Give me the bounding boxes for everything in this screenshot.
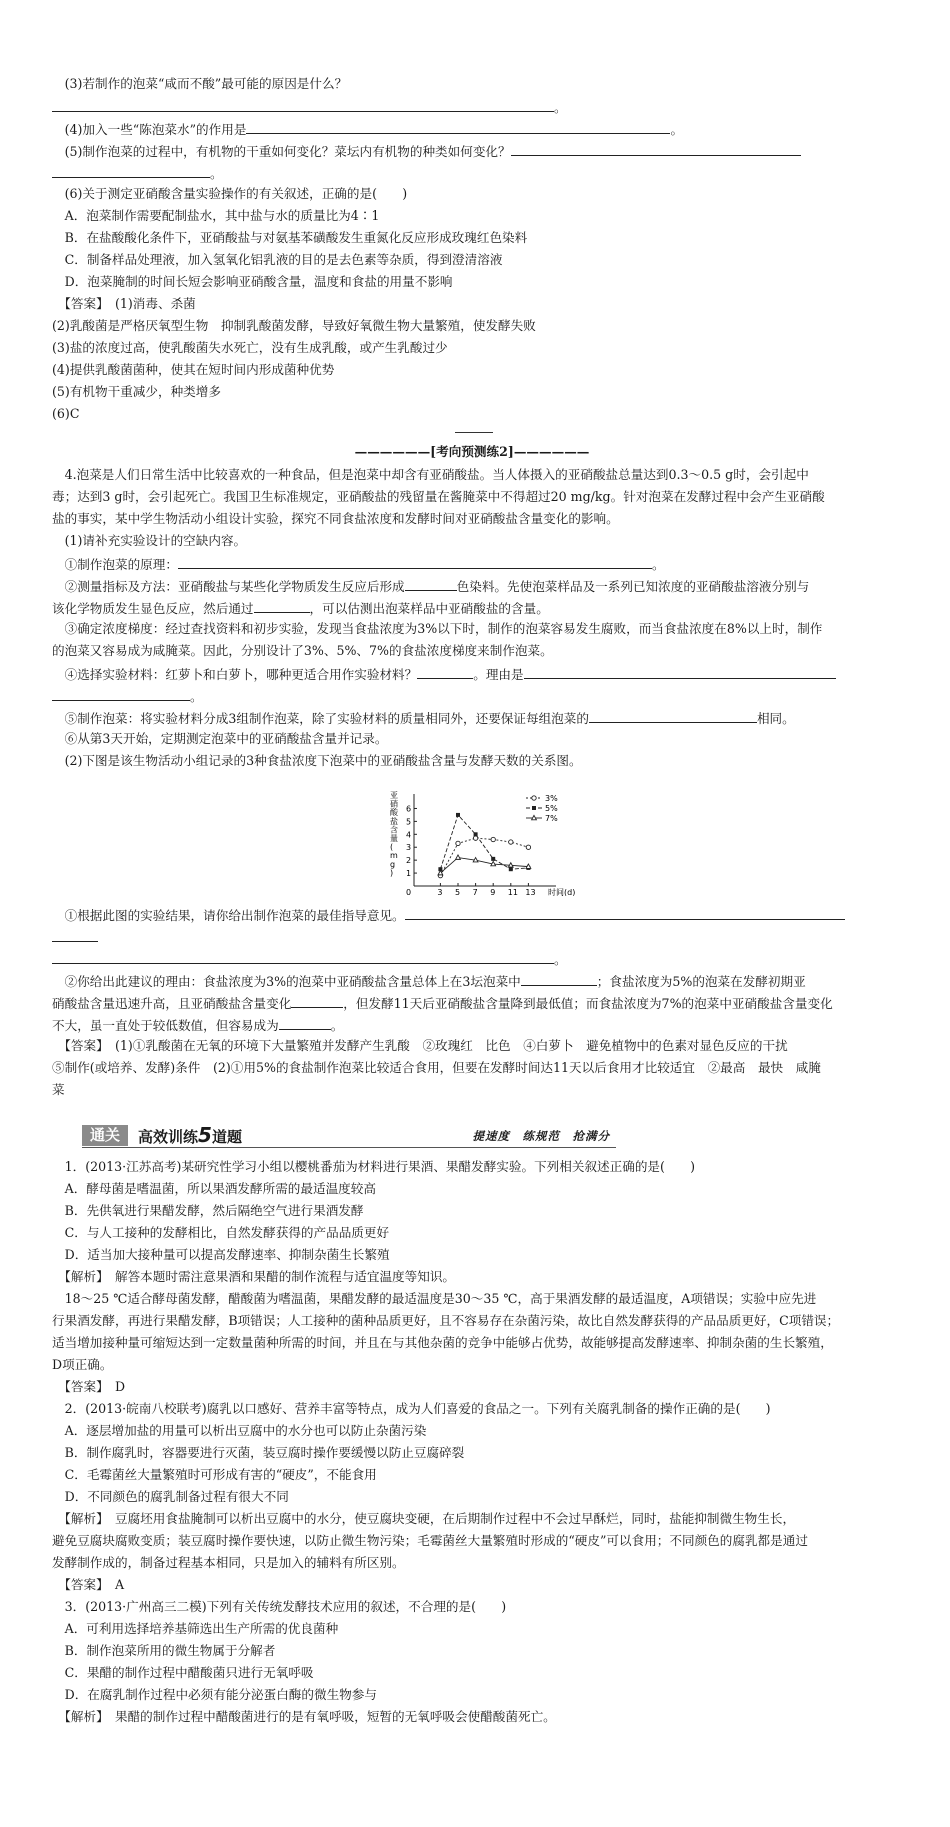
q4b-s4-blank-1[interactable] [417,664,473,679]
t3-option-a [52,1620,892,1638]
t1-analysis [52,1268,892,1286]
t2-analysis-text: 豆腐坯用食盐腌制可以析出豆腐中的水分，使豆腐块变硬，在后期制作过程中不会过早酥烂，同时，盐能抑制微生物生长， [114,1511,796,1526]
q4b-s1-end: 。 [651,557,665,572]
q6-option-d-text: D．泡菜腌制的时间长短会影响亚硝酸含量，温度和食盐的用量不影响 [64,274,453,289]
q4-line [52,119,892,139]
banner-title [138,1125,242,1148]
y-tick-label: 3 [406,843,412,853]
t1-option-text: D．适当加大接种量可以提高发酵速率、抑制杂菌生长繁殖 [64,1247,390,1262]
x-tick-label: 13 [525,888,536,896]
t1-analysis-text: 行果酒发酵，再进行果醋发酵，B项错误；人工接种的菌种品质更好，且不容易存在杂菌污染，故比自然发酵获得的产品品质更好，C项错误； [52,1313,840,1328]
t3-option-text: C．果醋的制作过程中醋酸菌只进行无氧呼吸 [64,1665,314,1680]
t1-analysis-text: 18～25 ℃适合酵母菌发酵，醋酸菌为嗜温菌，果醋发酵的最适温度是30～35 ℃，高于果酒发酵的最适温度，A项错误；实验中应先进 [64,1291,817,1306]
q4b-r2-text: ；食盐浓度为5%的泡菜在发酵初期亚 [596,974,806,989]
t3-option-text: B．制作泡菜所用的微生物属于分解者 [64,1643,276,1658]
q6-stem-text: (6)关于测定亚硝酸含量实验操作的有关叙述，正确的是( ) [64,186,408,201]
t1-answer-label: 【答案】 [64,1379,103,1394]
t2-analysis [52,1510,892,1528]
q4b-p1-text: (1)请补充实验设计的空缺内容。 [64,533,247,548]
q4b-r2-blank-3[interactable] [279,1015,331,1030]
q4b-r1-cont [52,927,892,947]
q4b-r2-cont-2 [52,1015,892,1035]
q4b-p2-text: (2)下图是该生物活动小组记录的3种食盐浓度下泡菜中的亚硝酸盐含量与发酵天数的关系图。 [64,753,582,768]
answer1-text: (2)乳酸菌是严格厌氧型生物 抑制乳酸菌发酵，导致好氧微生物大量繁殖，使发酵失败 [52,318,536,333]
t3-option-c [52,1664,892,1682]
q4b-s2-text: 该化学物质发生显色反应，然后通过 [52,601,254,616]
q4b-answer-text: (1)①乳酸菌在无氧的环境下大量繁殖并发酵产生乳酸 ②玫瑰红 比色 ④白萝卜 避免植物中的色素对显色反应的干扰 [114,1038,788,1053]
answer1-line-4 [52,361,892,379]
t3-option-d [52,1686,892,1704]
q4b-s2-blank-2[interactable] [254,598,310,613]
q4b-r2-text: 硝酸盐含量迅速升高，且亚硝酸盐含量变化 [52,996,292,1011]
t2-analysis-2 [52,1532,892,1550]
q4b-answer-label: 【答案】 [64,1038,103,1053]
t1-option-text: C．与人工接种的发酵相比，自然发酵获得的产品品质更好 [64,1225,390,1240]
t1-analysis-text: 适当增加接种量可缩短达到一定数量菌种所需的时间，并且在与其他杂菌的竞争中能够占优势，故能够提高发酵速率、抑制杂菌的生长繁殖， [52,1335,833,1350]
answer1-line-2 [52,317,892,335]
q4b-r2-text: 不大，虽一直处于较低数值，但容易成为 [52,1018,279,1033]
t1-answer-value: D [114,1379,126,1394]
q5-blank[interactable] [511,141,801,156]
short-divider [455,432,493,433]
t1-option-b [52,1202,892,1220]
t1-analysis-label: 【解析】 [64,1269,103,1284]
data-point-7% [456,855,461,859]
answer1-line-1 [52,295,892,313]
answer1-text: (1)消毒、杀菌 [114,296,196,311]
q6-option-a-text: A．泡菜制作需要配制盐水，其中盐与水的质量比为4∶1 [64,208,380,223]
q5-text: (5)制作泡菜的过程中，有机物的干重如何变化？菜坛内有机物的种类如何变化？ [64,144,511,159]
q4b-r1-text: ①根据此图的实验结果，请你给出制作泡菜的最佳指导意见。 [64,908,405,923]
section-banner [82,1125,616,1148]
t2-option-d [52,1488,892,1506]
q6-option-c [52,251,892,269]
q4b-intro-text: 4.泡菜是人们日常生活中比较喜欢的一种食品，但是泡菜中却含有亚硝酸盐。当人体摄入的亚硝酸盐总量达到0.3～0.5 g时，会引起中 [64,467,809,482]
q4b-answer-3 [52,1081,892,1099]
series-line-7% [440,858,528,874]
t3-analysis-label: 【解析】 [64,1709,103,1724]
q4b-s6 [52,730,892,748]
t1-analysis-3 [52,1312,892,1330]
t2-analysis-text: 避免豆腐块腐败变质；装豆腐时操作要快速，以防止微生物污染；毛霉菌丝大量繁殖时形成的“硬皮”可以食用；不同颜色的腐乳都是通过 [52,1533,808,1548]
q4b-s5-text: 相同。 [756,711,795,726]
data-point-5% [456,813,460,817]
section-title [52,443,892,461]
legend-marker [532,806,536,810]
answer1-text: (3)盐的浓度过高，使乳酸菌失水死亡，没有生成乳酸，或产生乳酸过少 [52,340,448,355]
t2-answer-label: 【答案】 [64,1577,103,1592]
data-point-3% [491,837,495,841]
q4b-s4-blank-3[interactable] [52,686,190,701]
q4b-r2-cont [52,993,892,1013]
data-point-3% [526,845,530,849]
q4b-intro-text: 毒；达到3 g时，会引起死亡。我国卫生标准规定，亚硝酸盐的残留量在酱腌菜中不得超过20 mg/kg。针对泡菜在发酵过程中会产生亚硝酸 [52,489,825,504]
answer1-text: (4)提供乳酸菌菌种，使其在短时间内形成菌种优势 [52,362,335,377]
q4b-r2-text: ，但发酵11天后亚硝酸盐含量降到最低值；而食盐浓度为7%的泡菜中亚硝酸盐含量变化 [343,996,833,1011]
q4b-s5 [52,708,892,728]
q4b-answer-text: ⑤制作(或培养、发酵)条件 (2)①用5%的食盐制作泡菜比较适合食用，但要在发酵时间达11天以后食用才比较适宜 ②最高 最快 咸腌 [52,1060,821,1075]
q4b-r1-cont-2 [52,949,892,969]
q4b-s6-text: ⑥从第3天开始，定期测定泡菜中的亚硝酸盐含量并记录。 [64,731,388,746]
q3-line [52,75,892,93]
series-line-3% [440,838,528,875]
q3-suffix: 。 [554,100,567,115]
legend-label: 3% [545,794,558,803]
data-point-5% [491,857,495,861]
q6-option-c-text: C．制备样品处理液，加入氢氧化铝乳液的目的是去色素等杂质，得到澄清溶液 [64,252,503,267]
data-point-5% [509,867,513,871]
q4b-s2 [52,576,892,596]
t2-answer-value: A [114,1577,125,1592]
q3-text: (3)若制作的泡菜“咸而不酸”最可能的原因是什么？ [64,76,348,91]
answer1-text: (6)C [52,406,80,421]
data-point-3% [509,840,513,844]
x-axis-label: 时间(d) [548,888,576,896]
t3-option-text: D．在腐乳制作过程中必须有能分泌蛋白酶的微生物参与 [64,1687,377,1702]
t1-analysis-text: 解答本题时需注意果酒和果醋的制作流程与适宜温度等知识。 [114,1269,455,1284]
q4b-r2-text: ②你给出此建议的理由：食盐浓度为3%的泡菜中亚硝酸盐含量总体上在3坛泡菜中 [64,974,521,989]
data-point-5% [474,832,478,836]
x-tick-label: 3 [437,888,443,896]
legend-marker [532,796,536,800]
banner-title-post: 道题 [211,1128,242,1146]
t2-option-c [52,1466,892,1484]
nitrite-line-chart [386,790,582,896]
q4b-r1 [52,905,892,925]
t1-analysis-2 [52,1290,892,1308]
t2-analysis-text: 发酵制作成的，制备过程基本相同，只是加入的辅料有所区别。 [52,1555,405,1570]
q4b-answer [52,1037,892,1055]
data-point-3% [456,841,460,845]
t1-stem [52,1158,892,1176]
q4b-s4-text: ④选择实验材料：红萝卜和白萝卜，哪种更适合用作实验材料？ [64,667,418,682]
q4b-s5-text: ⑤制作泡菜：将实验材料分成3组制作泡菜，除了实验材料的质量相同外，还要保证每组泡菜的 [64,711,589,726]
q4b-intro-3 [52,510,892,528]
origin-label: 0 [406,888,412,896]
y-tick-label: 6 [406,804,412,814]
banner-title-num: 5 [198,1123,212,1147]
t1-analysis-4 [52,1334,892,1352]
data-point-7% [473,858,478,862]
q5-suffix: 。 [210,166,223,181]
q4b-r1-blank-3[interactable] [52,949,554,964]
answer1-text: (5)有机物干重减少，种类增多 [52,384,221,399]
q4b-s4 [52,664,892,684]
t3-analysis [52,1708,892,1726]
q4b-answer-2 [52,1059,892,1077]
t1-analysis-5 [52,1356,892,1374]
q6-option-b [52,229,892,247]
t3-stem-text: 3．(2013·广州高三二模)下列有关传统发酵技术应用的叙述，不合理的是( ) [64,1599,507,1614]
q4b-s4-cont [52,686,892,706]
t2-option-b [52,1444,892,1462]
t1-stem-text: 1．(2013·江苏高考)某研究性学习小组以樱桃番茄为材料进行果酒、果醋发酵实验。下列相关叙述正确的是( ) [64,1159,696,1174]
y-tick-label: 1 [406,869,412,879]
q4b-r1-blank[interactable] [405,905,845,920]
q4-blank[interactable] [246,119,670,134]
y-tick-label: 5 [406,817,412,827]
y-axis-label: 亚硝酸盐含量( m g ) [390,791,398,878]
banner-title-pre: 高效训练 [138,1128,199,1146]
t2-option-text: B．制作腐乳时，容器要进行灭菌，装豆腐时操作要缓慢以防止豆腐碎裂 [64,1445,465,1460]
t3-analysis-text: 果醋的制作过程中醋酸菌进行的是有氧呼吸，短暂的无氧呼吸会使醋酸菌死亡。 [114,1709,556,1724]
q4b-s3-cont [52,642,892,660]
y-tick-label: 2 [406,856,412,866]
t2-stem [52,1400,892,1418]
q4b-s2-text: ②测量指标及方法：亚硝酸盐与某些化学物质发生反应后形成 [64,579,405,594]
y-tick-label: 4 [406,830,412,840]
t3-option-text: A．可利用选择培养基筛选出生产所需的优良菌种 [64,1621,339,1636]
q4b-intro-text: 盐的事实，某中学生物活动小组设计实验，探究不同食盐浓度和发酵时间对亚硝酸盐含量变化的影响。 [52,511,619,526]
legend-label: 7% [545,814,558,823]
answer1-line-5 [52,383,892,401]
t3-option-b [52,1642,892,1660]
q4b-r2-blank-2[interactable] [291,993,343,1008]
t2-option-text: A．逐层增加盐的用量可以析出豆腐中的水分也可以防止杂菌污染 [64,1423,427,1438]
x-tick-label: 5 [455,888,461,896]
t2-analysis-label: 【解析】 [64,1511,103,1526]
q4b-r1-blank-2[interactable] [52,927,98,942]
q5-cont-line [52,163,892,183]
t3-stem [52,1598,892,1616]
t2-answer [52,1576,892,1594]
q4-text: (4)加入一些“陈泡菜水”的作用是 [64,122,247,137]
q6-option-d [52,273,892,291]
data-point-7% [526,864,531,868]
t1-option-d [52,1246,892,1264]
q4b-answer-text: 菜 [52,1082,65,1097]
q4b-r2-blank-1[interactable] [521,971,597,986]
x-tick-label: 9 [490,888,496,896]
t2-stem-text: 2．(2013·皖南八校联考)腐乳以口感好、营养丰富等特点，成为人们喜爱的食品之一。下列有关腐乳制备的操作正确的是( ) [64,1401,771,1416]
data-point-7% [508,863,513,867]
q4b-s2-cont [52,598,892,618]
q6-stem [52,185,892,203]
t2-analysis-3 [52,1554,892,1572]
q4b-s4-end: 。 [190,689,203,704]
q4-suffix: 。 [670,122,684,137]
q4b-intro-1 [52,466,892,484]
q4b-p2 [52,752,892,770]
q4b-s4-blank-2[interactable] [524,664,836,679]
t2-option-text: D．不同颜色的腐乳制备过程有很大不同 [64,1489,289,1504]
data-point-7% [491,861,496,865]
answer1-line-6 [52,405,892,423]
x-tick-label: 7 [472,888,478,896]
q4b-s1-blank[interactable] [178,554,652,569]
t1-option-c [52,1224,892,1242]
t1-analysis-text: D项正确。 [52,1357,113,1372]
t1-option-a [52,1180,892,1198]
banner-tag: 通关 [82,1125,128,1146]
q6-option-a [52,207,892,225]
q5-line [52,141,892,161]
legend-label: 5% [545,804,558,813]
t2-option-text: C．毛霉菌丝大量繁殖时可形成有害的“硬皮”，不能食用 [64,1467,377,1482]
section-title-text: ——————[考向预测练2]—————— [354,444,590,459]
q4b-s3 [52,620,892,638]
t1-option-text: A．酵母菌是嗜温菌，所以果酒发酵所需的最适温度较高 [64,1181,376,1196]
banner-subtitle: 提速度 练规范 抢满分 [472,1129,610,1143]
q4b-s3-text: 的泡菜又容易成为咸腌菜。因此，分别设计了3%、5%、7%的食盐浓度梯度来制作泡菜。 [52,643,553,658]
q4b-s5-blank[interactable] [589,708,757,723]
answer1-label: 【答案】 [64,296,103,311]
q6-option-b-text: B．在盐酸酸化条件下，亚硝酸盐与对氨基苯磺酸发生重氮化反应形成玫瑰红色染料 [64,230,528,245]
q3-blank[interactable] [52,97,554,112]
answer1-line-3 [52,339,892,357]
x-tick-label: 11 [507,888,518,896]
t1-option-text: B．先供氧进行果醋发酵，然后隔绝空气进行果酒发酵 [64,1203,364,1218]
q4b-s2-blank-1[interactable] [405,576,457,591]
q4b-s1-text: ①制作泡菜的原理： [64,557,178,572]
legend-marker [532,815,537,819]
q4b-r1-end: 。 [554,952,567,967]
q5-blank-2[interactable] [52,163,210,178]
q4b-s1 [52,554,892,574]
q4b-s3-text: ③确定浓度梯度：经过查找资料和初步实验，发现当食盐浓度为3%以下时，制作的泡菜容易发生腐败，而当食盐浓度在8%以上时，制作 [64,621,823,636]
t2-option-a [52,1422,892,1440]
q4b-s4-text: 。理由是 [473,667,524,682]
q4b-r2-end: 。 [330,1018,344,1033]
q4b-intro-2 [52,488,892,506]
q4b-r2 [52,971,892,991]
q4b-p1 [52,532,892,550]
q3-answer-line [52,97,892,117]
q4b-s2-text: 色染料。先使泡菜样品及一系列已知浓度的亚硝酸盐溶液分别与 [456,579,810,594]
t1-answer [52,1378,892,1396]
q4b-s2-text: ，可以估测出泡菜样品中亚硝酸盐的含量。 [309,601,549,616]
